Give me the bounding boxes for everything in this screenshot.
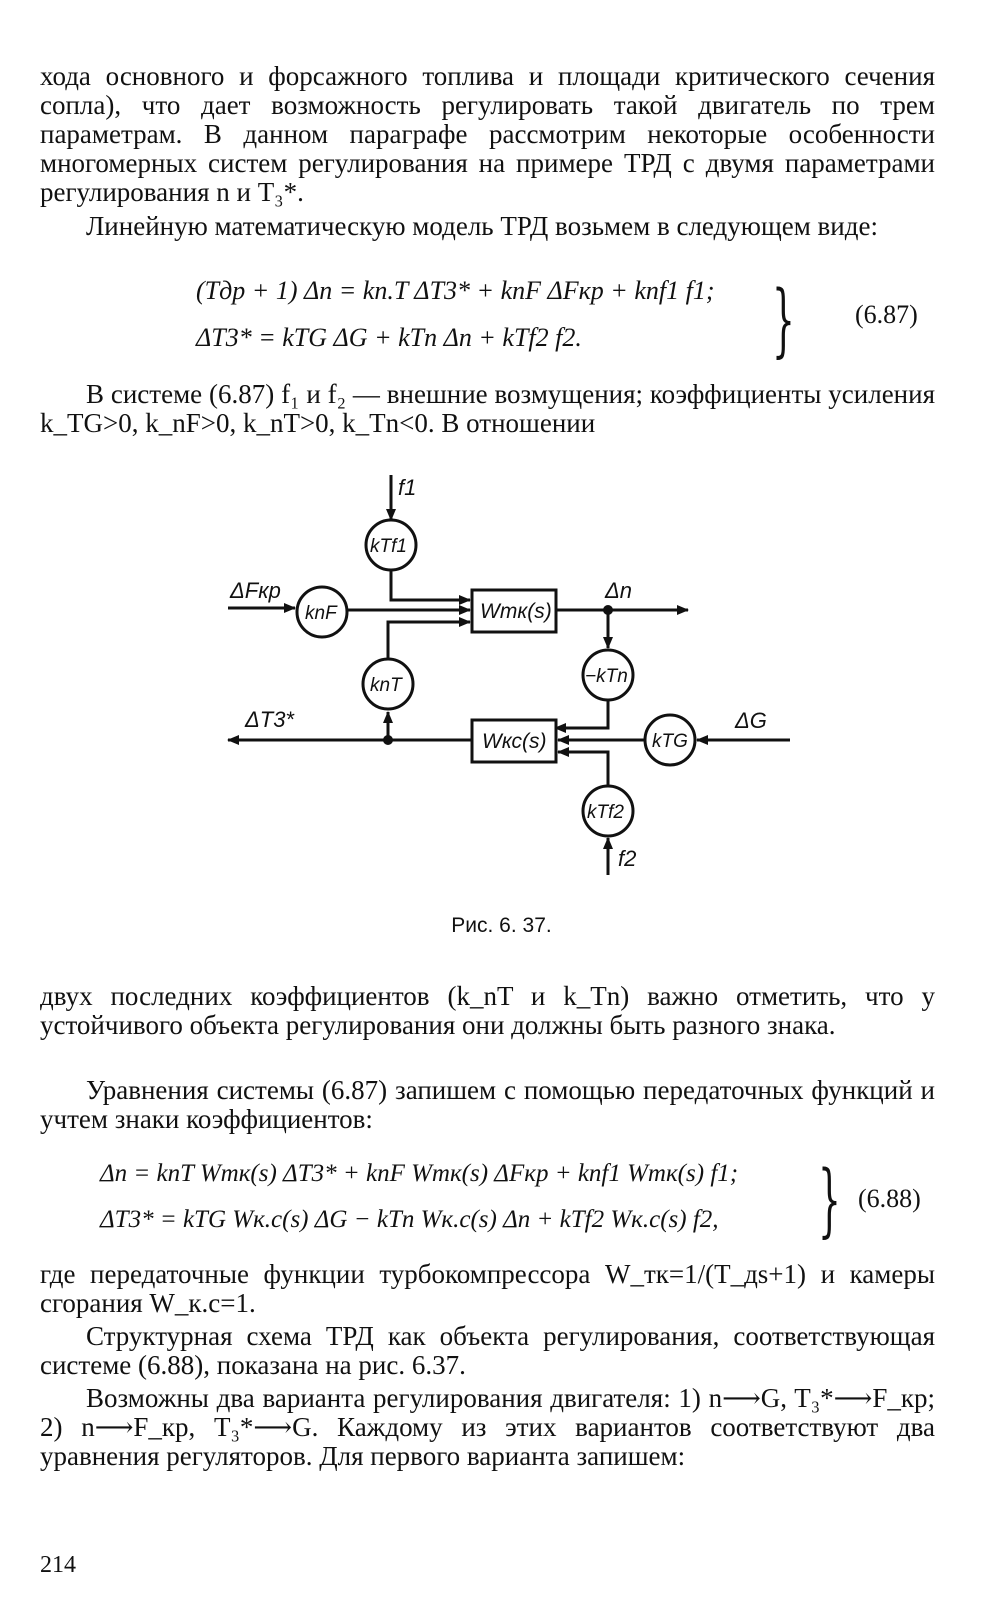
label-dT3: ΔT3* xyxy=(245,707,294,732)
page-number: 214 xyxy=(40,1552,76,1578)
paragraph-variants: Возможны два варианта регулирования двигателя: 1) n⟶G, T₃*⟶F_кр; 2) n⟶F_кр, T₃*⟶G. Каждому из этих вариантов соответствуют два уравнения регуляторов. Для первого варианта запишем: xyxy=(40,1383,935,1471)
label-kTn: −kTn xyxy=(585,666,628,687)
label-kTf1: kTf1 xyxy=(370,536,407,557)
label-knF: knF xyxy=(305,603,337,624)
label-dn: Δn xyxy=(605,578,632,603)
equation-687-line2: ΔT3* = kTG ΔG + kTn Δn + kTf2 f2. xyxy=(196,323,582,352)
equation-687-number: (6.87) xyxy=(855,300,918,329)
paragraph-structure: Структурная схема ТРД как объекта регулирования, соответствующая системе (6.88), показана на рис. 6.37. xyxy=(40,1321,935,1380)
label-f1: f1 xyxy=(398,475,417,500)
label-dG: ΔG xyxy=(735,708,767,733)
paragraph-model: Линейную математическую модель ТРД возьмем в следующем виде: xyxy=(86,211,878,241)
equation-687-line1: (Tдp + 1) Δn = kn.T ΔT3* + knF ΔFкр + knf1 f1; xyxy=(196,276,715,305)
paragraph-where: где передаточные функции турбокомпрессора W_тк=1/(T_дs+1) и камеры сгорания W_к.с=1. xyxy=(40,1259,935,1318)
equation-688-line1: Δn = knT Wтк(s) ΔT3* + knF Wтк(s) ΔFкр + knf1 Wтк(s) f1; xyxy=(100,1160,739,1187)
equation-687-brace: } xyxy=(772,273,795,366)
kTf1-line xyxy=(391,570,470,600)
junction-dT3 xyxy=(385,737,392,744)
label-Wtk: Wтк(s) xyxy=(480,600,552,623)
label-knT: knT xyxy=(370,675,402,696)
figure-caption: Рис. 6. 37. xyxy=(451,914,552,937)
label-Wks: Wкс(s) xyxy=(482,730,547,753)
junction-dn xyxy=(605,607,612,614)
paragraph-coefficients: двух последних коэффициентов (k_nT и k_Tn) важно отметить, что у устойчивого объекта регулирования они должны быть разного знака. xyxy=(40,981,935,1040)
block-diagram xyxy=(0,450,1003,890)
label-f2: f2 xyxy=(618,846,637,871)
knT-line xyxy=(388,622,470,659)
paragraph-transfer: Уравнения системы (6.87) запишем с помощью передаточных функций и учтем знаки коэффициентов: xyxy=(40,1075,935,1134)
kTf2-line xyxy=(558,752,608,786)
paragraph-disturbances: В системе (6.87) f₁ и f₂ — внешние возмущения; коэффициенты усиления k_TG>0, k_nF>0, k_nT>0, k_Tn<0. В отношении xyxy=(40,379,935,438)
label-kTG: kTG xyxy=(652,731,688,752)
equation-688-brace: } xyxy=(818,1153,841,1246)
label-dFkr: ΔFкр xyxy=(230,578,281,603)
paragraph-intro: хода основного и форсажного топлива и площади критического сечения сопла), что дает возможность регулировать такой двигатель по трем параметрам. В данном параграфе рассмотрим некоторые особенности многомерных систем регулирования на примере ТРД с двумя параметрами регулирования n и T₃*. xyxy=(40,61,935,207)
equation-688-line2: ΔT3* = kTG Wк.с(s) ΔG − kTn Wк.с(s) Δn + kTf2 Wк.с(s) f2, xyxy=(100,1206,719,1233)
equation-688-number: (6.88) xyxy=(858,1184,921,1213)
label-kTf2: kTf2 xyxy=(587,802,624,823)
kTn-line xyxy=(555,700,608,728)
